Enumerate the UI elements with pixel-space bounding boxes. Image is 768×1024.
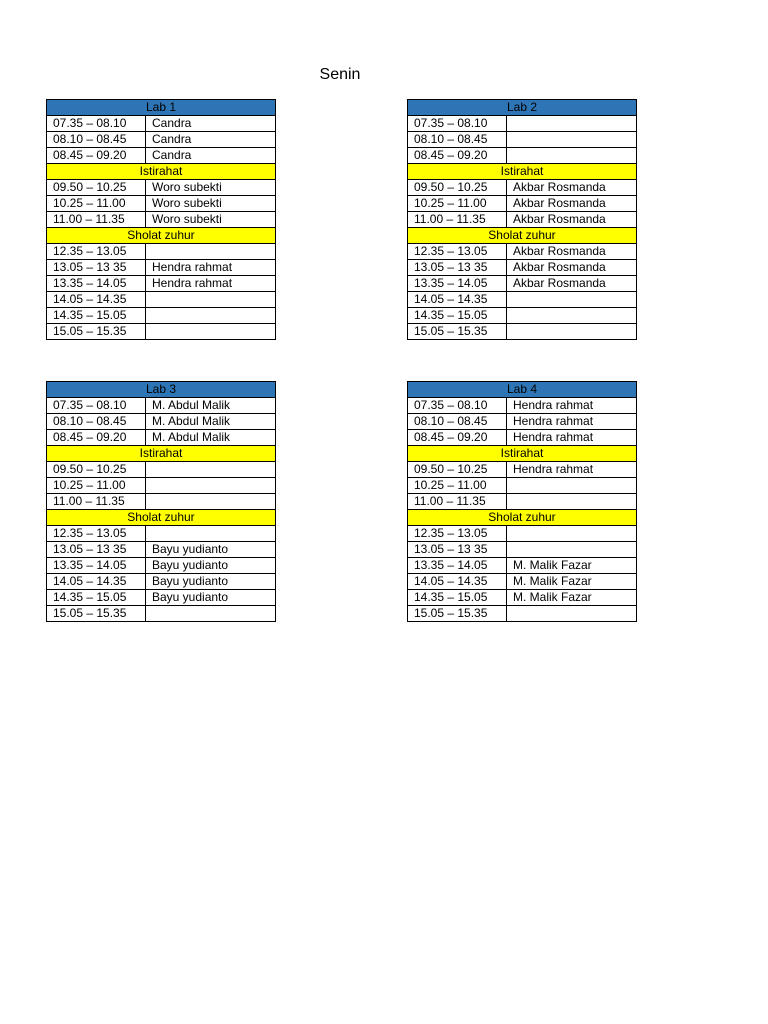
teacher-cell [507,526,637,542]
time-slot-cell: 14.35 – 15.05 [47,590,146,606]
teacher-cell: Candra [146,116,276,132]
schedule-row [47,244,276,260]
break-row [408,446,637,462]
time-slot-cell: 09.50 – 10.25 [408,180,507,196]
break-label: Sholat zuhur [408,510,637,526]
time-slot-cell: 07.35 – 08.10 [47,398,146,414]
time-slot-cell: 09.50 – 10.25 [47,180,146,196]
teacher-cell: Hendra rahmat [146,260,276,276]
time-slot-cell: 13.35 – 14.05 [408,276,507,292]
teacher-cell [507,542,637,558]
time-slot-cell: 14.05 – 14.35 [408,292,507,308]
lab-table [407,381,637,622]
break-row [47,228,276,244]
teacher-cell: Hendra rahmat [507,398,637,414]
lab-title: Lab 3 [47,382,276,398]
teacher-cell: M. Malik Fazar [507,558,637,574]
teacher-cell: Hendra rahmat [507,462,637,478]
break-row [408,510,637,526]
break-row [408,228,637,244]
schedule-row [47,308,276,324]
time-slot-cell: 14.35 – 15.05 [47,308,146,324]
teacher-cell: Akbar Rosmanda [507,244,637,260]
lab-header-row [47,382,276,398]
time-slot-cell: 09.50 – 10.25 [47,462,146,478]
break-label: Sholat zuhur [47,228,276,244]
time-slot-cell: 13.35 – 14.05 [408,558,507,574]
lab-title: Lab 4 [408,382,637,398]
teacher-cell [507,116,637,132]
time-slot-cell: 08.10 – 08.45 [47,132,146,148]
time-slot-cell: 08.45 – 09.20 [47,148,146,164]
schedule-row [408,590,637,606]
time-slot-cell: 12.35 – 13.05 [408,526,507,542]
schedule-row [408,574,637,590]
schedule-row [47,478,276,494]
schedule-row [408,430,637,446]
time-slot-cell: 11.00 – 11.35 [47,494,146,510]
time-slot-cell: 08.45 – 09.20 [408,430,507,446]
schedule-row [408,148,637,164]
schedule-row [47,606,276,622]
time-slot-cell: 15.05 – 15.35 [408,606,507,622]
schedule-row [47,590,276,606]
teacher-cell: Candra [146,148,276,164]
time-slot-cell: 13.05 – 13 35 [408,542,507,558]
schedule-row [408,494,637,510]
teacher-cell: M. Abdul Malik [146,414,276,430]
teacher-cell [507,324,637,340]
schedule-row [47,276,276,292]
break-row [47,446,276,462]
page-title: Senin [319,66,361,83]
time-slot-cell: 09.50 – 10.25 [408,462,507,478]
teacher-cell: Woro subekti [146,212,276,228]
schedule-row [408,180,637,196]
schedule-row [408,292,637,308]
teacher-cell: Akbar Rosmanda [507,196,637,212]
schedule-row [408,260,637,276]
teacher-cell: Candra [146,132,276,148]
time-slot-cell: 10.25 – 11.00 [408,196,507,212]
schedule-row [47,398,276,414]
schedule-row [408,462,637,478]
time-slot-cell: 07.35 – 08.10 [408,398,507,414]
teacher-cell: M. Abdul Malik [146,430,276,446]
schedule-row [47,542,276,558]
break-label: Sholat zuhur [47,510,276,526]
schedule-row [47,430,276,446]
teacher-cell: M. Malik Fazar [507,574,637,590]
schedule-row [408,606,637,622]
teacher-cell [507,478,637,494]
time-slot-cell: 14.05 – 14.35 [47,292,146,308]
schedule-row [47,116,276,132]
teacher-cell: Hendra rahmat [507,430,637,446]
time-slot-cell: 12.35 – 13.05 [47,526,146,542]
time-slot-cell: 15.05 – 15.35 [47,324,146,340]
time-slot-cell: 10.25 – 11.00 [47,196,146,212]
teacher-cell: Bayu yudianto [146,542,276,558]
teacher-cell: Hendra rahmat [146,276,276,292]
teacher-cell: M. Abdul Malik [146,398,276,414]
teacher-cell [507,606,637,622]
schedule-row [408,542,637,558]
schedule-row [408,558,637,574]
schedule-row [47,132,276,148]
teacher-cell: Bayu yudianto [146,590,276,606]
schedule-row [47,180,276,196]
time-slot-cell: 13.05 – 13 35 [47,260,146,276]
teacher-cell [146,244,276,260]
teacher-cell [507,308,637,324]
schedule-row [408,244,637,260]
time-slot-cell: 08.10 – 08.45 [408,414,507,430]
time-slot-cell: 10.25 – 11.00 [47,478,146,494]
time-slot-cell: 13.35 – 14.05 [47,276,146,292]
schedule-row [408,212,637,228]
teacher-cell: M. Malik Fazar [507,590,637,606]
teacher-cell: Woro subekti [146,196,276,212]
break-row [47,510,276,526]
schedule-row [47,558,276,574]
teacher-cell [146,308,276,324]
time-slot-cell: 13.05 – 13 35 [47,542,146,558]
time-slot-cell: 11.00 – 11.35 [408,212,507,228]
time-slot-cell: 11.00 – 11.35 [408,494,507,510]
teacher-cell [146,462,276,478]
teacher-cell [146,478,276,494]
time-slot-cell: 15.05 – 15.35 [47,606,146,622]
schedule-row [47,292,276,308]
lab-title: Lab 1 [47,100,276,116]
schedule-row [47,212,276,228]
teacher-cell: Akbar Rosmanda [507,260,637,276]
teacher-cell: Woro subekti [146,180,276,196]
break-row [47,164,276,180]
schedule-row [408,132,637,148]
break-label: Istirahat [408,164,637,180]
schedule-row [47,494,276,510]
time-slot-cell: 14.05 – 14.35 [47,574,146,590]
teacher-cell: Akbar Rosmanda [507,276,637,292]
schedule-row [47,148,276,164]
schedule-row [408,276,637,292]
break-label: Sholat zuhur [408,228,637,244]
time-slot-cell: 07.35 – 08.10 [47,116,146,132]
time-slot-cell: 12.35 – 13.05 [47,244,146,260]
lab-header-row [47,100,276,116]
time-slot-cell: 08.10 – 08.45 [408,132,507,148]
schedule-row [47,260,276,276]
teacher-cell [146,494,276,510]
teacher-cell: Bayu yudianto [146,558,276,574]
time-slot-cell: 07.35 – 08.10 [408,116,507,132]
time-slot-cell: 14.35 – 15.05 [408,590,507,606]
schedule-row [47,462,276,478]
time-slot-cell: 14.35 – 15.05 [408,308,507,324]
break-label: Istirahat [47,446,276,462]
teacher-cell [146,324,276,340]
time-slot-cell: 08.45 – 09.20 [408,148,507,164]
schedule-row [47,196,276,212]
lab-table [407,99,637,340]
lab-table [46,381,276,622]
time-slot-cell: 13.35 – 14.05 [47,558,146,574]
schedule-row [47,414,276,430]
lab-header-row [408,382,637,398]
schedule-row [408,324,637,340]
lab-title: Lab 2 [408,100,637,116]
teacher-cell: Bayu yudianto [146,574,276,590]
schedule-row [408,116,637,132]
time-slot-cell: 08.45 – 09.20 [47,430,146,446]
time-slot-cell: 15.05 – 15.35 [408,324,507,340]
schedule-row [408,398,637,414]
teacher-cell [146,292,276,308]
schedule-row [408,196,637,212]
schedule-row [408,478,637,494]
schedule-row [47,324,276,340]
time-slot-cell: 14.05 – 14.35 [408,574,507,590]
teacher-cell [507,148,637,164]
teacher-cell [507,132,637,148]
teacher-cell [146,606,276,622]
lab-table [46,99,276,340]
teacher-cell: Akbar Rosmanda [507,212,637,228]
break-label: Istirahat [47,164,276,180]
time-slot-cell: 08.10 – 08.45 [47,414,146,430]
schedule-row [47,526,276,542]
time-slot-cell: 13.05 – 13 35 [408,260,507,276]
schedule-row [47,574,276,590]
teacher-cell [507,494,637,510]
teacher-cell [507,292,637,308]
teacher-cell: Hendra rahmat [507,414,637,430]
time-slot-cell: 11.00 – 11.35 [47,212,146,228]
time-slot-cell: 12.35 – 13.05 [408,244,507,260]
teacher-cell: Akbar Rosmanda [507,180,637,196]
teacher-cell [146,526,276,542]
schedule-row [408,308,637,324]
schedule-row [408,526,637,542]
schedule-row [408,414,637,430]
lab-header-row [408,100,637,116]
break-row [408,164,637,180]
time-slot-cell: 10.25 – 11.00 [408,478,507,494]
break-label: Istirahat [408,446,637,462]
